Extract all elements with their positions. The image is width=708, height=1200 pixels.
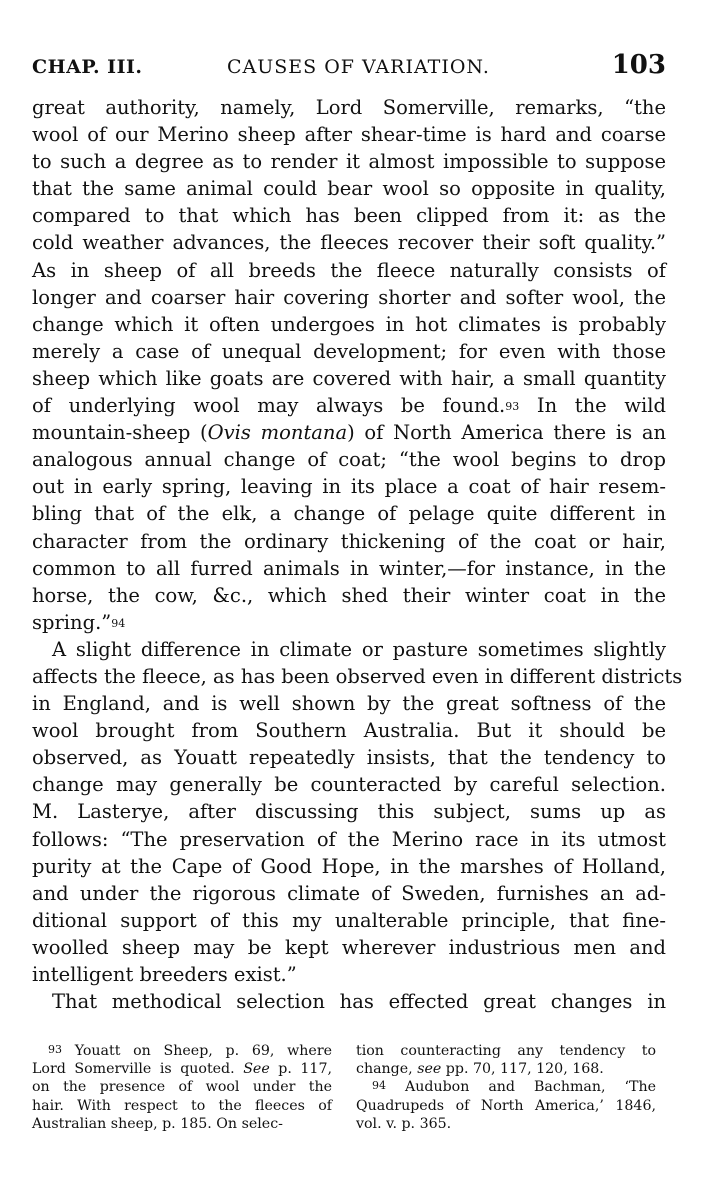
text-line: observed, as Youatt repeatedly insists, that the tendency to [32,746,666,770]
running-title: CAUSES OF VARIATION. [227,56,490,78]
text-line: horse, the cow, &c., which shed their winter coat in the [32,583,666,607]
footnote-line [32,1060,332,1078]
text-line: As in sheep of all breeds the fleece naturally consists of [32,258,666,282]
text-line: cold weather advances, the fleeces recover their soft quality.” [32,231,666,255]
footnote-line: hair. With respect to the fleeces of [32,1097,332,1114]
footnote-text: pp. 70, 117, 120, 168. [441,1061,604,1078]
text-line: follows: “The preservation of the Merino race in its utmost [32,827,666,851]
body-text [32,94,683,1015]
text-segment: of underlying wool may always be found. [32,394,506,418]
running-header [32,50,666,80]
footnote-italic: see [417,1061,442,1078]
footnote-marker-93: 93 [48,1043,62,1056]
text-line: bling that of the elk, a change of pelage quite different in [32,502,666,526]
text-line: woolled sheep may be kept wherever industrious men and [32,935,666,959]
footnote-text: change, [356,1061,418,1078]
text-segment: mountain-sheep ( [32,421,208,445]
footnote-ref-93: 93 [505,400,520,414]
text-line: and under the rigorous climate of Sweden, furnishes an ad- [32,881,666,905]
text-line: ditional support of this my unalterable principle, that fine- [32,908,666,932]
text-line: That methodical selection has effected great changes in [52,990,666,1014]
footnote-ref-94: 94 [111,616,126,630]
text-line: that the same animal could bear wool so opposite in quality, [32,177,666,201]
italic-species-name: Ovis montana [207,421,348,445]
text-line: common to all furred animals in winter,—for instance, in the [32,556,666,580]
footnote-italic: See [243,1061,270,1078]
footnote-text: Lord Somerville is quoted. [32,1061,244,1078]
text-line: purity at the Cape of Good Hope, in the marshes of Holland, [32,854,666,878]
text-line: great authority, namely, Lord Somerville, remarks, “the [32,96,666,119]
footnote-line: Quadrupeds of North America,’ 1846, [356,1097,656,1114]
text-line: merely a case of unequal development; for even with those [32,339,666,363]
footnote-line: on the presence of wool under the [32,1079,332,1096]
footnote-line [32,1042,332,1060]
footnote-line: Australian sheep, p. 185. On selec- [32,1115,283,1132]
footnote-column-right [356,1042,656,1133]
text-line: sheep which like goats are covered with hair, a small quantity [32,366,666,390]
text-line: affects the fleece, as has been observed even in different districts [32,664,683,688]
footnote-line [356,1078,656,1096]
text-line: analogous annual change of coat; “the wool begins to drop [32,448,666,472]
text-line: change may generally be counteracted by careful selection. [32,773,666,797]
footnotes [32,1042,666,1152]
footnote-marker-94: 94 [372,1079,386,1093]
text-line: M. Lasterye, after discussing this subject, sums up as [32,800,666,824]
text-line: compared to that which has been clipped from it: as the [32,204,666,228]
footnote-column-left [32,1042,332,1133]
footnote-line: vol. v. p. 365. [356,1115,452,1132]
text-line [32,419,666,446]
text-line: longer and coarser hair covering shorter and softer wool, the [32,285,666,309]
text-line: character from the ordinary thickening of the coat or hair, [32,529,666,553]
text-line: A slight difference in climate or pasture sometimes slightly [52,637,666,661]
text-segment: ) of North America there is an [347,421,666,445]
footnote-line: tion counteracting any tendency to [356,1043,656,1059]
text-line [32,609,666,636]
text-line: out in early spring, leaving in its place a coat of hair resem- [32,475,666,499]
page-number: 103 [611,50,666,80]
text-line: to such a degree as to render it almost impossible to suppose [32,150,666,174]
footnote-text: Youatt on Sheep, p. 69, where [74,1043,332,1059]
text-segment: In the wild [519,394,666,418]
text-line [32,392,666,419]
footnote-text: Audubon and Bachman, ‘The [404,1079,656,1096]
text-line: intelligent breeders exist.” [32,963,297,986]
footnote-text: p. 117, [269,1061,332,1078]
text-line: in England, and is well shown by the great softness of the [32,692,666,716]
text-line: change which it often undergoes in hot climates is probably [32,312,666,336]
text-line: wool of our Merino sheep after shear-time is hard and coarse [32,123,666,147]
text-segment: spring.” [32,610,112,634]
chapter-label: CHAP. III. [32,56,143,78]
text-line: wool brought from Southern Australia. But it should be [32,719,666,743]
footnote-line [356,1060,656,1078]
